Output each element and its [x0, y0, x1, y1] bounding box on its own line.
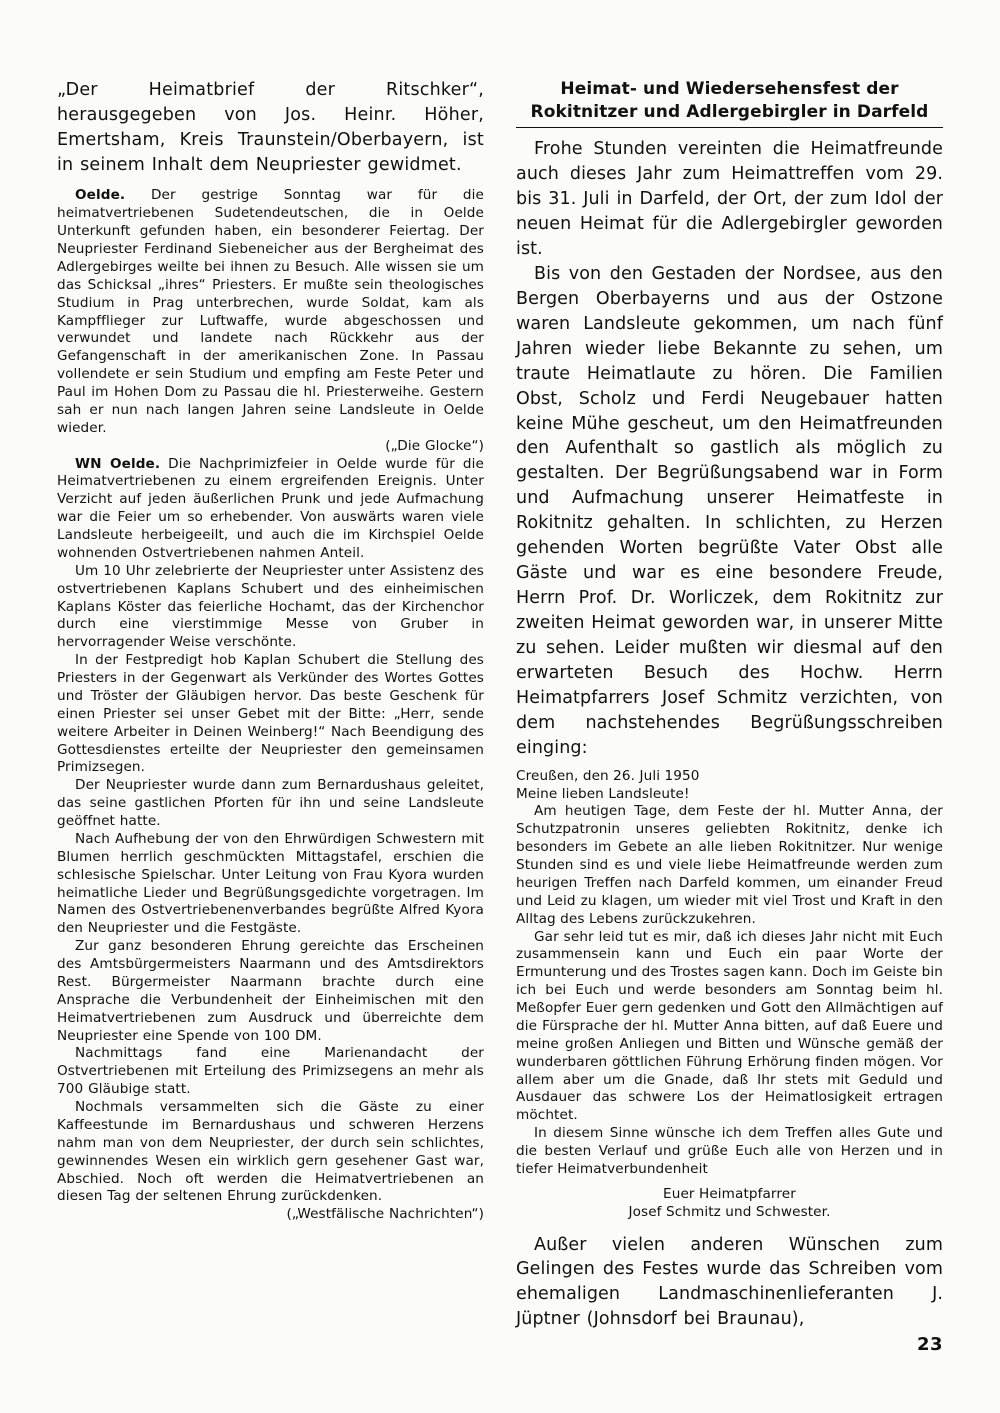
headline-line-1: Heimat- und Wiedersehensfest der [560, 79, 899, 99]
left-column [57, 78, 484, 1332]
page-number: 23 [916, 1334, 943, 1355]
letter-paragraph: Gar sehr leid tut es mir, daß ich dieses Jahr nicht mit Euch zusammensein kann und Euch ein paar Worte der Ermunterung und des Trostes sagen kann. Doch im Geiste bin ich bei Euch und werde besonders am Sonntag beim hl. Meßopfer Euer gern gedenken und Gott den Allmächtigen auf die Fürsprache der hl. Mutter Anna bitten, auf daß Euere und meine großen Anliegen und Bitten und Wünsche gemäß der wunderbaren göttlichen Führung Erhörung finden mögen. Vor allem aber um die Gnade, daß Ihr stets mit Geduld und Ausdauer das schwere Los der Heimatlosigkeit ertragen möchtet. [516, 928, 943, 1124]
dateline-label-oelde: Oelde. [75, 187, 126, 204]
letter-salutation: Meine lieben Landsleute! [516, 785, 690, 802]
source-attribution-westfaelische: („Westfälische Nachrichten“) [286, 1206, 484, 1223]
article-paragraph: Um 10 Uhr zelebrierte der Neupriester unter Assistenz des ostvertriebenen Kaplans Schubert und des einheimischen Kaplans Köster das feierliche Hochamt, das der Kirchenchor durch eine vierstimmige Messe von Gruber in hervorragender Weise verschönte. [57, 562, 484, 651]
article-paragraph-wn-oelde [57, 456, 484, 563]
article-paragraph: Nachmittags fand eine Marienandacht der Ostvertriebenen mit Erteilung des Primizsegens an mehr als 700 Gläubige statt. [57, 1045, 484, 1098]
article-paragraph-oelde [57, 187, 484, 437]
paragraph-text: Die Nachprimizfeier in Oelde wurde für die Heimatvertriebenen zu einem ergreifenden Ereignis. Unter Verzicht auf jeden äußerlichen Prunk und jede Aufmachung war die Feier um so erhebender. Von auswärts waren viele Landsleute herbeigeeilt, und auch die im Kirchspiel Oelde wohnenden Ostvertriebenen nahmen Anteil. [57, 455, 484, 561]
lead-paragraph: „Der Heimatbrief der Ritschker“, herausgegeben von Jos. Heinr. Höher, Emertsham, Kreis Traunstein/Oberbayern, ist in seinem Inhalt dem Neupriester gewidmet. [57, 80, 484, 175]
headline-line-2: Rokitnitzer und Adlergebirgler in Darfeld [530, 101, 929, 122]
letter-signature-name: Josef Schmitz und Schwester. [628, 1203, 831, 1220]
paragraph-text: Der gestrige Sonntag war für die heimatvertriebenen Sudetendeutschen, die in Oelde Unterkunft gefunden haben, ein besonderer Feiertag. Der Neupriester Ferdinand Siebeneicher aus der Bergheimat des Adlergebirges weilte bei ihnen zu Besuch. Alle wissen sie um das Schicksal „ihres“ Priesters. Er mußte sein theologisches Studium in Prag unterbrechen, wurde Soldat, kam als Kampfflieger zur Luftwaffe, wurde abgeschossen und verwundet und landete nach Rückkehr aus der Gefangenschaft in der amerikanischen Zone. In Passau vollendete er sein Studium und empfing am Feste Peter und Paul im Hohen Dom zu Passau die hl. Priesterweihe. Gestern sah er nun nach langen Jahren seine Landsleute in Oelde wieder. [57, 187, 484, 436]
article-paragraph: Nochmals versammelten sich die Gäste zu einer Kaffeestunde im Bernardushaus und schweren Herzens nahm man von dem Neupriester, der durch sein schlichtes, gewinnendes Wesen ein wirklich gern gesehener Gast war, Abschied. Noch oft werden die Heimatvertriebenen an diesen Tag der seltenen Ehrung zurückdenken. [57, 1099, 484, 1205]
section-headline [516, 78, 943, 123]
closing-paragraph: Außer vielen anderen Wünschen zum Gelingen des Festes wurde das Schreiben vom ehemaligen Landmaschinenlieferanten J. Jüptner (Johnsdorf bei Braunau), [516, 1234, 943, 1330]
two-column-layout [57, 78, 943, 1332]
source-attribution-glocke: („Die Glocke“) [385, 437, 484, 454]
article-paragraph: Der Neupriester wurde dann zum Bernardushaus geleitet, das seine gastlichen Pforten für ihn und seine Landsleute geöffnet hatte. [57, 777, 484, 829]
letter-signature-role: Euer Heimatpfarrer [663, 1185, 796, 1202]
dateline-label-wn-oelde: WN Oelde. [75, 455, 161, 472]
letter-paragraph: Am heutigen Tage, dem Feste der hl. Mutter Anna, der Schutzpatronin unseres geliebten Rokitnitz, denke ich besonders im Gebete an alle lieben Rokitnitzer. Nur wenige Stunden sind es und viele liebe Heimatfreunde werden zum heurigen Treffen nach Darfeld kommen, um einander Freud und Leid zu klagen, um wieder mit viel Trost und Kraft in den Alltag des Lebens zurückzukehren. [516, 803, 943, 927]
letter-dateline: Creußen, den 26. Juli 1950 [516, 767, 700, 784]
article-paragraph: Zur ganz besonderen Ehrung gereichte das Erscheinen des Amtsbürgermeisters Naarmann und des Amtsdirektors Rest. Bürgermeister Naarmann brachte durch eine Ansprache die Verbundenheit der Einheimischen mit den Heimatvertriebenen zum Ausdruck und überreichte dem Neupriester eine Spende von 100 DM. [57, 938, 484, 1044]
right-column [516, 78, 943, 1332]
intro-paragraph: Bis von den Gestaden der Nordsee, aus den Bergen Oberbayerns und aus der Ostzone waren Landsleute gekommen, um nach fünf Jahren wieder liebe Bekannte zu sehen, um traute Heimatlaute zu hören. Die Familien Obst, Scholz und Ferdi Neugebauer hatten keine Mühe gescheut, um den Heimatfreunden den Aufenthalt so gastlich als möglich zu gestalten. Der Begrüßungsabend war in Form und Aufmachung unserer Heimatfeste in Rokitnitz gehalten. In schlichten, zu Herzen gehenden Worten begrüßte Vater Obst alle Gäste und war es eine besondere Freude, Herrn Prof. Dr. Worliczek, dem Rokitnitz zur zweiten Heimat geworden war, in unserer Mitte zu sehen. Leider mußten wir diesmal auf den erwarteten Besuch des Hochw. Herrn Heimatpfarrers Josef Schmitz verzichten, von dem nachstehendes Begrüßungsschreiben einging: [516, 263, 943, 758]
headline-divider [516, 127, 943, 128]
article-paragraph: Nach Aufhebung der von den Ehrwürdigen Schwestern mit Blumen herrlich geschmückten Mittagstafel, erschien die schlesische Spielschar. Unter Leitung von Frau Kyora wurden heimatliche Lieder und Begrüßungsgedichte vorgetragen. Im Namen des Ostvertriebenenverbandes begrüßte Alfred Kyora den Neupriester und die Festgäste. [57, 830, 484, 937]
letter-paragraph: In diesem Sinne wünsche ich dem Treffen alles Gute und die besten Verlauf und grüße Euch alle von Herzen und in tiefer Heimatverbundenheit [516, 1125, 943, 1177]
intro-paragraph: Frohe Stunden vereinten die Heimatfreunde auch dieses Jahr zum Heimattreffen vom 29. bis 31. Juli in Darfeld, der Ort, der zum Idol der neuen Heimat für die Adlergebirgler geworden ist. [516, 139, 943, 259]
article-paragraph: In der Festpredigt hob Kaplan Schubert die Stellung des Priesters in der Gegenwart als Verkünder des Wortes Gottes und Tröster der Gläubigen hervor. Das beste Geschenk für einen Priester sei unser Gebet mit der Bitte: „Herr, sende weitere Arbeiter in Deinen Weinberg!“ Nach Beendigung des Gottesdienstes erteilte der Neupriester den gemeinsamen Primizsegen. [57, 652, 484, 776]
